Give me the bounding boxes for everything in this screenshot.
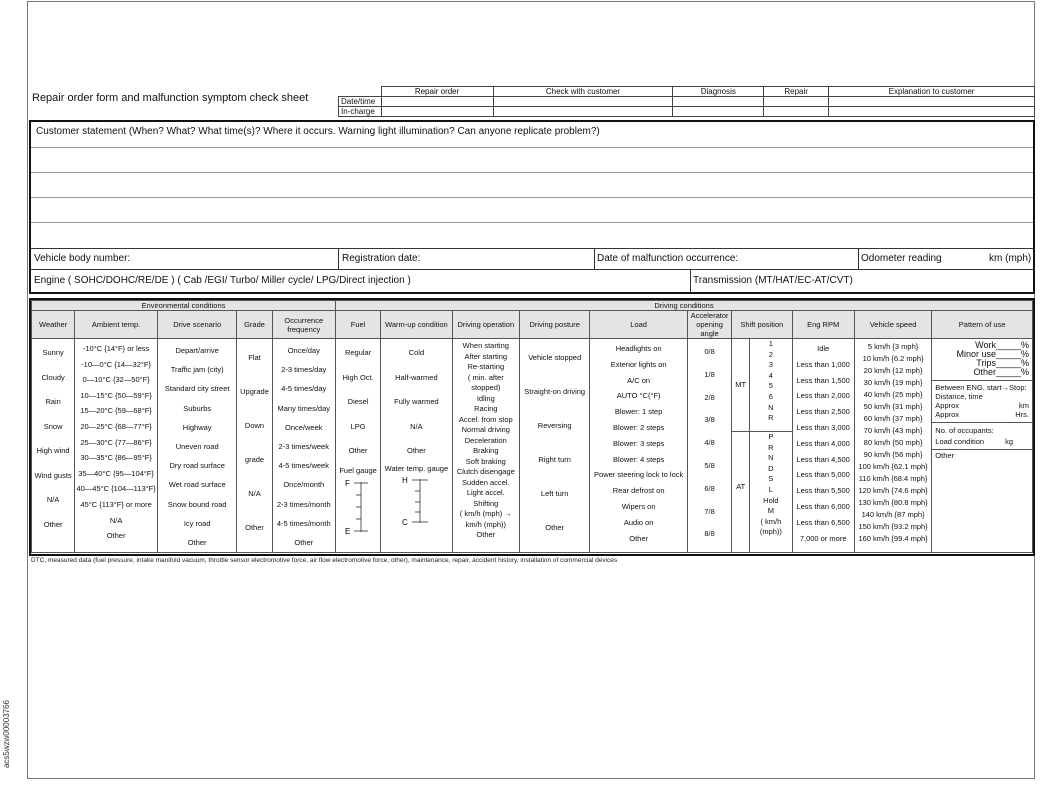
write-line[interactable] [31, 222, 1033, 223]
col-repair: Repair [764, 87, 829, 97]
row-in-charge: In-charge [339, 107, 382, 117]
pattern-other: Other [932, 449, 1032, 460]
list-item[interactable]: Other_____% [973, 367, 1029, 377]
list-item[interactable]: Audio on [623, 517, 654, 527]
list-item[interactable]: Upgrade [240, 387, 269, 396]
hdr-weather: Weather [32, 311, 75, 339]
list-item[interactable]: 4 [768, 370, 773, 380]
col-weather [32, 339, 75, 553]
list-item[interactable]: Power steering lock to lock [594, 470, 684, 480]
list-item[interactable]: Light accel. [466, 488, 505, 497]
write-line[interactable] [31, 172, 1033, 173]
list-item[interactable]: 2/8 [704, 392, 715, 402]
list-item[interactable]: Suburbs [183, 403, 212, 413]
list-item[interactable]: Accel. from stop [458, 414, 513, 424]
list-item[interactable]: 4/8 [704, 438, 715, 448]
list-item[interactable]: ( km/h (mph) → [459, 509, 512, 518]
list-item[interactable]: 2-3 times/week [278, 442, 329, 452]
list-item[interactable]: Once/week [285, 422, 323, 432]
hdr-warmup: Warm-up condition [381, 311, 452, 339]
gauge-hot-mark: H [402, 475, 409, 485]
list-item[interactable]: 6/8 [704, 483, 715, 493]
list-item[interactable]: After starting [464, 351, 508, 361]
list-item[interactable]: Other [187, 538, 207, 548]
list-item[interactable]: ( km/h [760, 516, 782, 526]
list-item[interactable]: ( min. after [467, 372, 504, 382]
list-item[interactable]: 0—10°C {32—50°F} [82, 375, 150, 385]
list-item[interactable]: 45°C {113°F} or more [80, 499, 152, 509]
list-item[interactable]: A/C on [627, 375, 651, 385]
odometer-reading: Odometer reading [861, 253, 942, 264]
list-item[interactable]: grade [244, 455, 265, 464]
fuel-gauge-label: Fuel gauge [339, 465, 377, 475]
list-item[interactable]: Less than 5,000 [796, 470, 850, 480]
list-item[interactable]: Exterior lights on [610, 359, 667, 369]
malfunction-date: Date of malfunction occurrence: [597, 253, 739, 264]
list-item[interactable]: Blower: 2 steps [613, 422, 665, 432]
list-item[interactable]: Standard city street [164, 384, 230, 394]
list-item[interactable]: Fully warmed [394, 397, 439, 406]
list-item[interactable]: -10—0°C {14—32°F} [81, 359, 151, 369]
field-cell[interactable] [493, 97, 673, 107]
gauge-cold-mark: C [402, 517, 409, 527]
list-item[interactable]: 130 km/h {80.8 mph} [858, 498, 928, 507]
list-item[interactable]: Icy road [183, 518, 211, 528]
list-item[interactable]: 15—20°C {59—68°F} [80, 406, 152, 416]
col-check-customer: Check with customer [493, 87, 673, 97]
list-item[interactable]: Sudden accel. [462, 477, 510, 487]
list-item[interactable]: 40—45°C {104—113°F} [76, 484, 156, 494]
form-title: Repair order form and malfunction symptom check sheet [32, 92, 309, 104]
list-item[interactable]: Other [106, 531, 126, 541]
row-date-time: Date/time [339, 97, 382, 107]
env-section-header: Environmental conditions [32, 301, 336, 311]
col-shift-pos [750, 339, 792, 553]
list-item[interactable]: N/A [410, 421, 423, 431]
approx-label: Approx [935, 410, 960, 419]
list-item[interactable]: Shifting [473, 498, 499, 508]
list-item[interactable]: Less than 6,500 [796, 517, 850, 527]
list-item[interactable]: 110 km/h {68.4 mph} [858, 474, 928, 483]
occupants-label: No. of occupants: [935, 426, 994, 435]
list-item[interactable]: Highway [182, 422, 212, 432]
col-rpm [792, 339, 854, 553]
field-cell[interactable] [493, 107, 673, 117]
list-item[interactable]: Less than 6,000 [796, 501, 850, 511]
shift-at-label: AT [736, 482, 746, 491]
list-item[interactable]: 4-5 times/month [276, 518, 331, 528]
list-item[interactable]: Blower: 1 step [614, 407, 663, 417]
list-item[interactable]: 7/8 [704, 506, 715, 516]
list-item[interactable]: 100 km/h {62.1 mph} [858, 462, 928, 471]
list-item[interactable]: D [768, 463, 774, 473]
hdr-ambient: Ambient temp. [75, 311, 158, 339]
list-item[interactable]: 1/8 [704, 369, 715, 379]
list-item[interactable]: Other [545, 523, 565, 532]
gauge-empty-mark: E [345, 526, 351, 536]
list-item[interactable]: High Oct. [342, 372, 374, 382]
list-item[interactable]: 3 [768, 360, 773, 370]
temp-gauge-label: Water temp. gauge [384, 463, 449, 473]
list-item[interactable]: 3/8 [704, 415, 715, 425]
write-line[interactable] [31, 197, 1033, 198]
col-posture [519, 339, 589, 553]
shift-mt-label: MT [732, 339, 749, 432]
distance-label: Distance, time [935, 392, 983, 401]
vehicle-body-number: Vehicle body number: [34, 253, 131, 264]
list-item[interactable]: Normal driving [461, 425, 510, 434]
list-item[interactable]: P [768, 432, 774, 441]
divider [690, 269, 691, 292]
col-scenario [157, 339, 236, 553]
field-cell[interactable] [381, 107, 493, 117]
list-item[interactable]: Wind gusts [34, 470, 72, 480]
list-item[interactable]: Sunny [42, 348, 64, 357]
hdr-speed: Vehicle speed [854, 311, 931, 339]
hdr-posture: Driving posture [519, 311, 589, 339]
list-item[interactable]: Headlights on [615, 344, 662, 353]
list-item[interactable]: Regular [344, 348, 372, 357]
list-item[interactable]: Other [245, 523, 264, 532]
list-item[interactable]: Less than 4,000 [796, 438, 850, 448]
list-item[interactable]: High wind [36, 446, 70, 455]
col-pattern [932, 339, 1033, 553]
list-item[interactable]: L [768, 484, 773, 494]
divider [31, 269, 1033, 270]
list-item[interactable]: Flat [248, 353, 261, 362]
list-item[interactable]: (mph)) [759, 527, 782, 537]
list-item[interactable]: Other [629, 533, 649, 543]
list-item[interactable]: Other [476, 530, 496, 539]
field-cell[interactable] [764, 97, 829, 107]
list-item[interactable]: Soft braking [465, 456, 506, 466]
divider [594, 248, 595, 269]
list-item[interactable]: 2-3 times/month [276, 499, 331, 509]
engine-type: Engine ( SOHC/DOHC/RE/DE ) ( Cab /EGI/ Turbo/ Miller cycle/ LPG/Direct injection ) [34, 275, 411, 286]
list-item[interactable]: Less than 2,000 [796, 391, 850, 401]
col-grade [237, 339, 272, 553]
list-item[interactable]: 80 km/h {50 mph} [863, 438, 923, 447]
list-item[interactable]: Deceleration [464, 435, 507, 445]
list-item[interactable]: 7,000 or more [799, 533, 847, 543]
list-item[interactable]: Blower: 3 steps [613, 438, 665, 448]
gauge-full-mark: F [345, 478, 350, 488]
list-item[interactable]: km/h (mph)) [465, 519, 506, 529]
list-item[interactable]: Less than 1,500 [796, 375, 850, 385]
list-item[interactable]: 25—30°C {77—86°F} [80, 437, 152, 447]
list-item[interactable]: 20 km/h {12 mph} [863, 366, 923, 375]
list-item[interactable]: 150 km/h {93.2 mph} [858, 522, 928, 531]
approx-unit: Hrs. [1015, 410, 1029, 419]
list-item[interactable]: Cloudy [41, 372, 65, 382]
hdr-pattern: Pattern of use [932, 311, 1033, 339]
list-item[interactable]: 4-5 times/week [278, 461, 329, 471]
list-item[interactable]: 5/8 [704, 460, 715, 470]
hdr-scenario: Drive scenario [157, 311, 236, 339]
list-item[interactable]: Right turn [538, 455, 571, 464]
tracking-table [338, 86, 1035, 117]
list-item[interactable]: Half-warmed [395, 372, 438, 382]
hdr-shift: Shift position [732, 311, 792, 339]
approx-unit: km [1019, 401, 1029, 410]
list-item[interactable]: Less than 2,500 [796, 407, 850, 417]
list-item[interactable]: R [768, 442, 774, 452]
conditions-table [31, 300, 1033, 553]
customer-vehicle-box [29, 120, 1035, 294]
list-item[interactable]: Idling [476, 393, 495, 403]
col-diagnosis: Diagnosis [673, 87, 764, 97]
list-item[interactable]: 50 km/h {31 mph} [863, 402, 923, 411]
col-occurrence [272, 339, 335, 553]
divider [31, 248, 1033, 249]
list-item[interactable]: 10—15°C {50—59°F} [80, 390, 152, 400]
list-item[interactable]: Snow bound road [167, 499, 227, 509]
list-item[interactable]: -10°C {14°F} or less [82, 344, 150, 353]
list-item[interactable]: 1 [768, 339, 773, 348]
col-shift-type [732, 339, 750, 553]
divider [338, 248, 339, 269]
list-item[interactable]: Braking [473, 446, 499, 455]
field-cell[interactable] [764, 107, 829, 117]
list-item[interactable]: 2 [768, 349, 773, 359]
hdr-fuel: Fuel [335, 311, 380, 339]
list-item[interactable]: Once/month [283, 480, 325, 490]
list-item[interactable]: Racing [474, 404, 498, 413]
list-item[interactable]: Less than 1,000 [796, 359, 850, 369]
list-item[interactable]: 2-3 times/day [281, 365, 327, 375]
col-operation [452, 339, 519, 553]
list-item[interactable]: Rear defrost on [612, 486, 665, 496]
list-item[interactable]: Hold [763, 495, 779, 505]
list-item[interactable]: Other [294, 538, 314, 548]
list-item[interactable]: Minor use_____% [956, 349, 1029, 359]
col-explanation: Explanation to customer [829, 87, 1035, 97]
hdr-occurrence: Occurrence frequency [272, 311, 335, 339]
fuel-gauge-icon [337, 478, 379, 536]
list-item[interactable]: Other [407, 446, 426, 455]
field-cell[interactable] [673, 107, 764, 117]
document-code: acs5wzw00003766 [2, 700, 11, 769]
list-item[interactable]: Dry road surface [169, 461, 225, 471]
list-item[interactable]: N/A [109, 515, 123, 525]
load-condition-label: Load condition [935, 437, 985, 446]
field-cell[interactable] [829, 107, 1035, 117]
list-item[interactable]: Less than 5,500 [796, 486, 850, 496]
col-accel [687, 339, 731, 553]
field-cell[interactable] [829, 97, 1035, 107]
list-item[interactable]: 140 km/h {87 mph} [861, 510, 925, 519]
list-item[interactable]: 60 km/h {37 mph} [863, 414, 923, 423]
usage-list [935, 341, 1029, 377]
list-item[interactable]: Trips_____% [976, 358, 1029, 368]
list-item[interactable]: Down [244, 421, 265, 430]
list-item[interactable]: Re-starting [467, 362, 505, 371]
transmission-type: Transmission (MT/HAT/EC-AT/CVT) [693, 275, 853, 286]
col-load [590, 339, 688, 553]
list-item[interactable]: 5 [768, 381, 773, 391]
customer-statement-label: Customer statement (When? What? What time(s)? Where it occurs. Warning light illumination? Can anyone replicate problem?) [36, 126, 600, 137]
hdr-rpm: Eng RPM [792, 311, 854, 339]
list-item[interactable]: N/A [46, 495, 60, 504]
list-item[interactable]: N [768, 402, 774, 412]
list-item[interactable]: 35—40°C {95—104°F} [78, 468, 154, 478]
col-warmup [381, 339, 452, 553]
list-item[interactable]: M [767, 506, 774, 516]
list-item[interactable]: Uneven road [175, 442, 219, 452]
list-item[interactable]: 40 km/h {25 mph} [863, 390, 923, 399]
list-item[interactable]: 70 km/h {43 mph} [863, 426, 923, 435]
list-item[interactable]: 30 km/h {19 mph} [863, 378, 923, 387]
write-line[interactable] [31, 147, 1033, 148]
list-item[interactable]: S [768, 474, 774, 484]
col-fuel [335, 339, 380, 553]
list-item[interactable]: Left turn [540, 489, 569, 498]
hdr-load: Load [590, 311, 688, 339]
col-repair-order: Repair order [381, 87, 493, 97]
list-item[interactable]: Depart/arrive [175, 346, 219, 355]
load-unit: kg [1005, 437, 1013, 446]
list-item[interactable]: Cold [408, 348, 425, 357]
shift-mt-list [750, 339, 791, 432]
list-item[interactable]: N/A [248, 489, 261, 498]
list-item[interactable]: Reversing [537, 421, 572, 430]
drive-section-header: Driving conditions [335, 301, 1032, 311]
list-item[interactable]: 120 km/h {74.6 mph} [858, 486, 928, 495]
field-cell[interactable] [381, 97, 493, 107]
list-item[interactable]: 5 km/h {3 mph} [867, 342, 919, 351]
list-item[interactable]: Clutch disengage [456, 467, 515, 476]
list-item[interactable]: stopped) [471, 383, 501, 392]
list-item[interactable]: Idle [817, 344, 830, 353]
registration-date: Registration date: [342, 253, 421, 264]
list-item[interactable]: 6 [768, 391, 773, 401]
list-item[interactable]: When starting [462, 341, 509, 350]
list-item[interactable]: Straight-on driving [524, 387, 586, 396]
hdr-grade: Grade [237, 311, 272, 339]
conditions-box [29, 298, 1035, 556]
list-item[interactable]: Traffic jam (city) [170, 365, 224, 375]
list-item[interactable]: AUTO °C(°F) [616, 391, 661, 401]
list-item[interactable]: Blower: 4 steps [613, 454, 665, 464]
list-item[interactable]: Wipers on [621, 501, 656, 511]
list-item[interactable]: 10 km/h {6.2 mph} [862, 354, 924, 363]
list-item[interactable]: Rain [45, 397, 61, 406]
list-item[interactable]: 4-5 times/day [281, 384, 327, 394]
col-ambient [75, 339, 158, 553]
approx-label: Approx [935, 401, 960, 410]
list-item[interactable]: Work_____% [975, 340, 1029, 350]
list-item[interactable]: 8/8 [704, 529, 715, 539]
list-item[interactable]: Less than 4,500 [796, 454, 850, 464]
list-item[interactable]: Other [348, 446, 368, 455]
list-item[interactable]: Once/day [287, 346, 320, 355]
dtc-notes-label: DTC, measured data (fuel pressure, intake manifold vacuum, throttle sensor electromotive force, air flow electromotive force, other), maintenance, repair, accident history, installation of commercial devices [31, 557, 618, 564]
field-cell[interactable] [673, 97, 764, 107]
list-item[interactable]: Many times/day [277, 403, 331, 413]
between-label: Between ENG. start→Stop: [935, 383, 1027, 392]
list-item[interactable]: Diesel [347, 397, 369, 406]
list-item[interactable]: Vehicle stopped [528, 353, 582, 362]
divider [858, 248, 859, 269]
list-item[interactable]: LPG [350, 421, 366, 431]
shift-at-list [750, 432, 791, 538]
list-item[interactable]: R [768, 413, 774, 423]
list-item[interactable]: N [768, 453, 774, 463]
hdr-operation: Driving operation [452, 311, 519, 339]
list-item[interactable]: 0/8 [704, 347, 715, 356]
list-item[interactable]: Snow [43, 421, 63, 431]
temp-gauge-icon [386, 473, 446, 527]
col-speed [854, 339, 931, 553]
list-item[interactable]: 90 km/h {56 mph} [863, 450, 923, 459]
hdr-accel: Accelerator opening angle [687, 311, 731, 339]
list-item[interactable]: 30—35°C {86—95°F} [80, 453, 152, 463]
list-item[interactable]: Other [43, 519, 63, 529]
list-item[interactable]: Less than 3,000 [796, 422, 850, 432]
list-item[interactable]: 160 km/h {99.4 mph} [858, 534, 928, 543]
list-item[interactable]: Wet road surface [168, 480, 226, 490]
odometer-unit: km (mph) [989, 253, 1032, 264]
list-item[interactable]: 20—25°C {68—77°F} [80, 421, 152, 431]
